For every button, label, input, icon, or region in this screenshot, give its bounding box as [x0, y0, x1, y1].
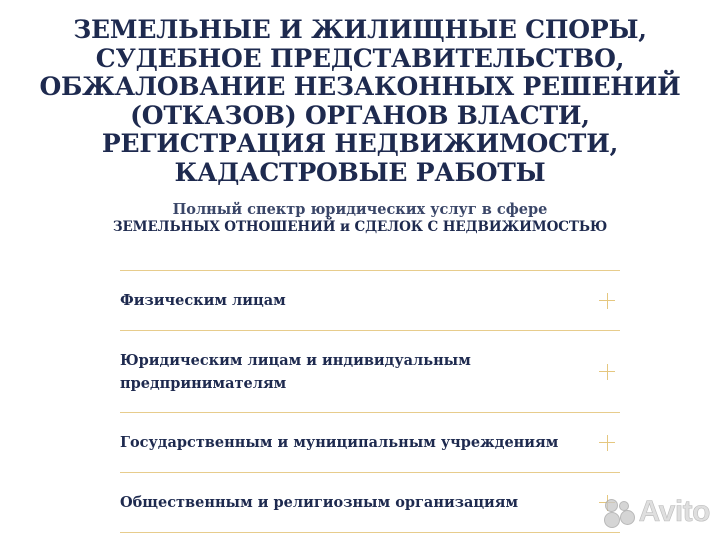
accordion-item-legal-entities[interactable] — [120, 331, 620, 412]
plus-icon[interactable] — [599, 435, 615, 451]
avito-watermark — [603, 497, 710, 527]
accordion-item-label: Государственным и муниципальным учреждениям — [120, 434, 559, 451]
page-title: ЗЕМЕЛЬНЫЕ И ЖИЛИЩНЫЕ СПОРЫ, СУДЕБНОЕ ПРЕДСТАВИТЕЛЬСТВО, ОБЖАЛОВАНИЕ НЕЗАКОННЫХ РЕШЕНИЙ (ОТКАЗОВ) ОРГАНОВ ВЛАСТИ, РЕГИСТРАЦИЯ НЕДВИЖИМОСТИ, КАДАСТРОВЫЕ РАБОТЫ — [39, 15, 681, 187]
watermark-text: Avito — [638, 495, 710, 528]
plus-icon[interactable] — [599, 293, 615, 309]
accordion-item-label: Общественным и религиозным организациям — [120, 494, 519, 511]
subtitle-line-2: ЗЕМЕЛЬНЫХ ОТНОШЕНИЙ и СДЕЛОК С НЕДВИЖИМОСТЬЮ — [112, 219, 608, 235]
avito-dots-logo-icon — [603, 497, 635, 527]
accordion-item-state-institutions[interactable] — [120, 413, 620, 472]
accordion-item-label: Физическим лицам — [120, 292, 286, 309]
accordion-item-public-religious-orgs[interactable] — [120, 473, 620, 532]
plus-icon[interactable] — [599, 364, 615, 380]
accordion-item-label: Юридическим лицам и индивидуальным предпринимателям — [120, 351, 471, 392]
subtitle-line-1: Полный спектр юридических услуг в сфере — [172, 201, 548, 218]
accordion-item-individuals[interactable] — [120, 271, 620, 330]
services-accordion — [120, 270, 620, 533]
accordion-divider — [120, 532, 620, 533]
